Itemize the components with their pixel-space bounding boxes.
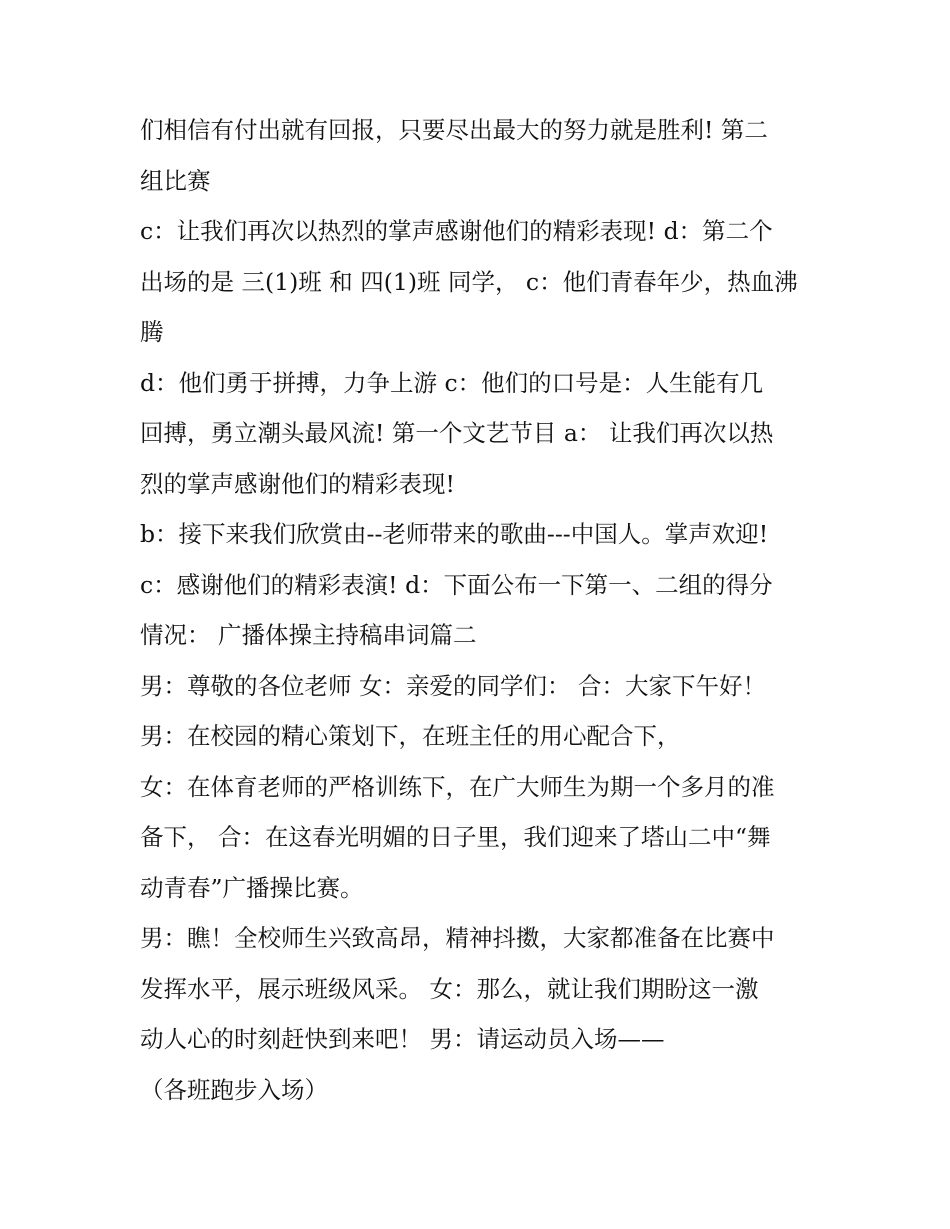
text-line: 备下， 合：在这春光明媚的日子里，我们迎来了塔山二中“舞 (140, 823, 771, 851)
text-line: c：让我们再次以热烈的掌声感谢他们的精彩表现! d：第二个 (140, 217, 773, 245)
text-line: 女：在体育老师的严格训练下，在广大师生为期一个多月的准 (140, 772, 775, 801)
text-line: 动人心的时刻赶快到来吧！ 男：请运动员入场—— (140, 1025, 665, 1053)
text-line: 出场的是 三(1)班 和 四(1)班 同学， c：他们青春年少，热血沸 (140, 267, 798, 296)
text-line: 情况： 广播体操主持稿串词篇二 (140, 621, 477, 649)
text-line: 男：在校园的精心策划下，在班主任的用心配合下， (140, 722, 681, 750)
text-line: 回搏，勇立潮头最风流! 第一个文艺节目 a： 让我们再次以热 (140, 419, 774, 447)
text-line: （各班跑步入场） (140, 1075, 328, 1104)
text-line: c：感谢他们的精彩表演! d：下面公布一下第一、二组的得分 (140, 570, 773, 599)
text-line: 们相信有付出就有回报，只要尽出最大的努力就是胜利! 第二 (140, 116, 768, 144)
text-line: 动青春”广播操比赛。 (140, 873, 364, 902)
text-line: b：接下来我们欣赏由--老师带来的歌曲---中国人。掌声欢迎! (140, 520, 769, 548)
text-line: 腾 (140, 318, 164, 346)
text-line: d：他们勇于拼搏，力争上游 c：他们的口号是：人生能有几 (140, 368, 764, 397)
text-line: 男：尊敬的各位老师 女：亲爱的同学们： 合：大家下午好！ (140, 671, 766, 700)
text-line: 烈的掌声感谢他们的精彩表现! (140, 469, 455, 498)
document-body (140, 105, 820, 1115)
text-line: 男：瞧！全校师生兴致高昂，精神抖擞，大家都准备在比赛中 (140, 924, 775, 952)
text-line: 组比赛 (140, 166, 211, 195)
text-line: 发挥水平，展示班级风采。 女：那么，就让我们期盼这一激 (140, 974, 759, 1003)
